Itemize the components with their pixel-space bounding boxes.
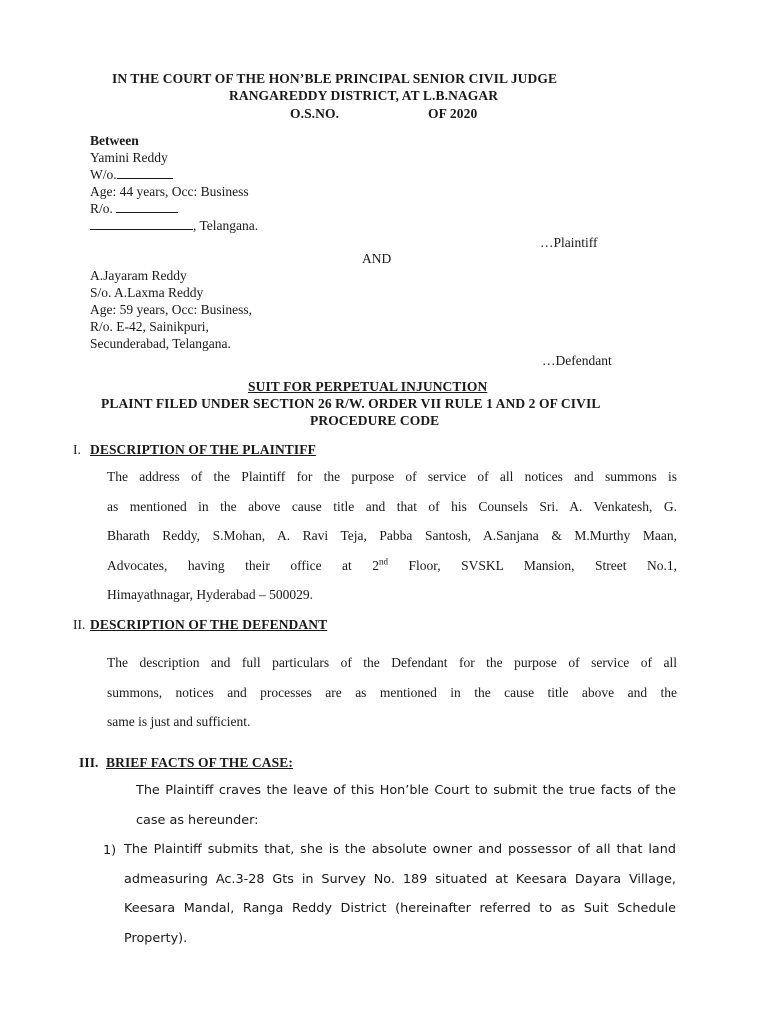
suit-subtitle: PLAINT FILED UNDER SECTION 26 R/W. ORDER VII RULE 1 AND 2 OF CIVIL (101, 396, 601, 411)
defendant-city: Secunderabad, Telangana. (90, 336, 231, 351)
defendant-ro: R/o. E-42, Sainikpuri, (90, 319, 209, 334)
os-year: OF 2020 (428, 106, 478, 121)
paragraph-line: The Plaintiff submits that, she is the absolute owner and possessor of all that land (124, 842, 676, 857)
court-district: RANGAREDDY DISTRICT, AT L.B.NAGAR (229, 88, 499, 103)
list-item-number: 1) (103, 843, 117, 858)
plaintiff-wo: W/o. (90, 167, 173, 183)
paragraph-line: Himayathnagar, Hyderabad – 500029. (107, 587, 314, 602)
paragraph-line: Bharath Reddy, S.Mohan, A. Ravi Teja, Pabba Santosh, A.Sanjana & M.Murthy Maan, (107, 528, 677, 543)
superscript: nd (379, 556, 389, 566)
section-2-body (107, 648, 677, 737)
section-3-intro (136, 776, 676, 835)
paragraph-line: Property). (124, 930, 188, 946)
paragraph-line: admeasuring Ac.3-28 Gts in Survey No. 189 situated at Keesara Dayara Village, (124, 871, 676, 887)
section-3-number: III. (79, 755, 99, 770)
list-item-body (124, 835, 676, 953)
paragraph-line: The address of the Plaintiff for the purpose of service of all notices and summons is (107, 469, 677, 484)
paragraph-line: case as hereunder: (136, 812, 259, 828)
plaintiff-ro: R/o. (90, 201, 178, 217)
plaintiff-role: …Plaintiff (540, 235, 598, 250)
and-separator: AND (362, 251, 392, 266)
paragraph-line: Advocates, having their office at 2nd Floor, SVSKL Mansion, Street No.1, (107, 556, 677, 573)
defendant-so: S/o. A.Laxma Reddy (90, 285, 204, 300)
court-title: IN THE COURT OF THE HON’BLE PRINCIPAL SENIOR CIVIL JUDGE (112, 71, 558, 86)
section-1-heading: DESCRIPTION OF THE PLAINTIFF (90, 442, 316, 457)
defendant-name: A.Jayaram Reddy (90, 268, 187, 283)
suit-title: SUIT FOR PERPETUAL INJUNCTION (248, 379, 488, 394)
plaintiff-age: Age: 44 years, Occ: Business (90, 184, 249, 199)
paragraph-line: The description and full particulars of the Defendant for the purpose of service of all (107, 655, 677, 670)
section-2-number: II. (73, 617, 86, 632)
os-number-label: O.S.NO. (290, 106, 340, 121)
paragraph-line: as mentioned in the above cause title and that of his Counsels Sri. A. Venkatesh, G. (107, 498, 677, 514)
suit-subtitle-cont: PROCEDURE CODE (310, 413, 440, 428)
paragraph-line: The Plaintiff craves the leave of this Hon’ble Court to submit the true facts of the (136, 783, 676, 798)
defendant-role: …Defendant (542, 353, 612, 368)
section-1-number: I. (73, 442, 81, 457)
paragraph-line: same is just and sufficient. (107, 714, 251, 729)
section-3-heading: BRIEF FACTS OF THE CASE: (106, 755, 293, 770)
paragraph-line: Keesara Mandal, Ranga Reddy District (hereinafter referred to as Suit Schedule (124, 901, 676, 916)
paragraph-line: summons, notices and processes are as mentioned in the cause title above and the (107, 684, 677, 700)
section-1-body (107, 462, 677, 610)
section-2-heading: DESCRIPTION OF THE DEFENDANT (90, 617, 328, 632)
plaintiff-name: Yamini Reddy (90, 150, 168, 165)
between-label: Between (90, 133, 139, 148)
plaintiff-address: , Telangana. (90, 218, 258, 234)
defendant-age: Age: 59 years, Occ: Business, (90, 302, 252, 317)
